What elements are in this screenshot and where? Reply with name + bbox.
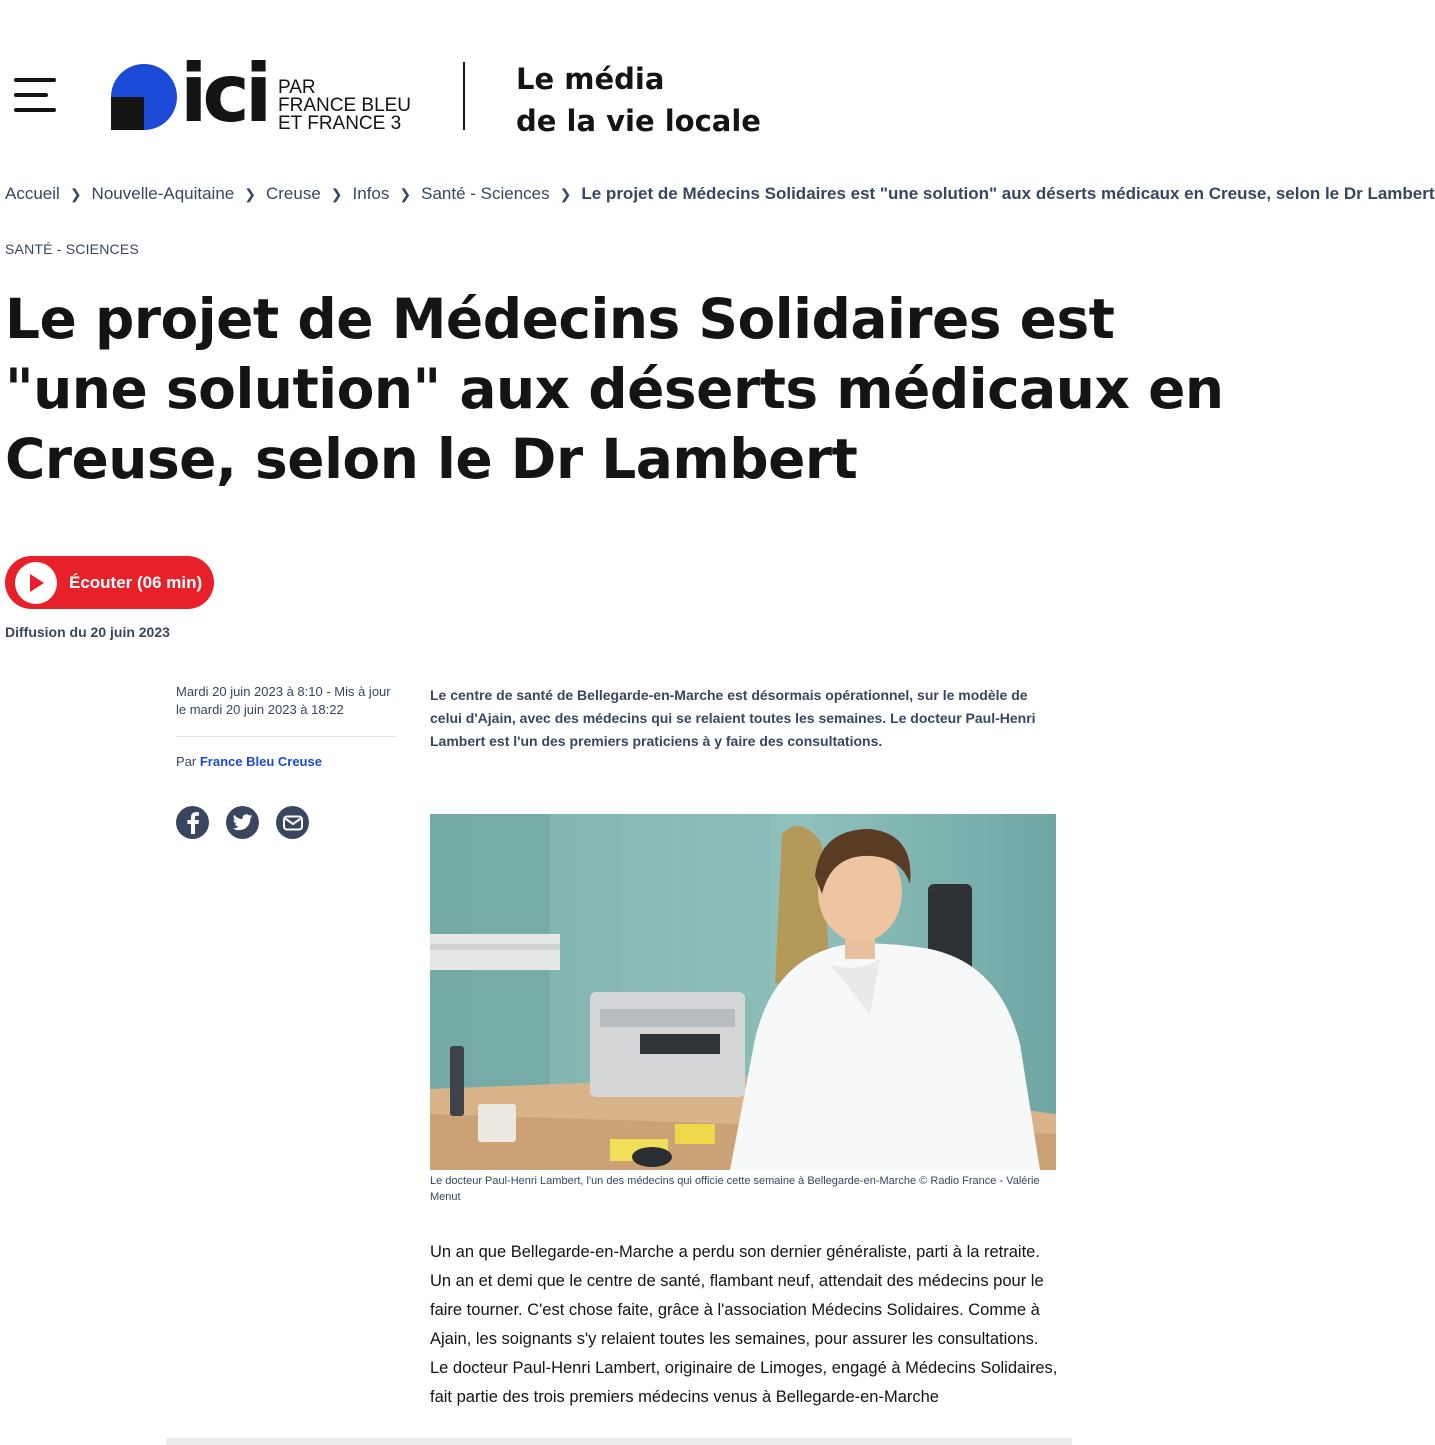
play-icon: [15, 562, 57, 604]
author-link[interactable]: France Bleu Creuse: [199, 754, 322, 769]
chevron-right-icon: ❯: [244, 185, 256, 202]
article-category[interactable]: SANTÉ - SCIENCES: [5, 241, 139, 257]
article-author: Par France Bleu Creuse: [176, 754, 322, 769]
article-photo: [430, 814, 1056, 1170]
listen-button[interactable]: [5, 556, 214, 609]
breadcrumb-item-infos[interactable]: Infos: [352, 184, 390, 203]
site-logo[interactable]: [108, 47, 418, 140]
diffusion-date: Diffusion du 20 juin 2023: [5, 624, 170, 640]
content-bottom-edge: [166, 1438, 1072, 1445]
site-tagline: Le média de la vie locale: [516, 62, 761, 138]
site-header: [0, 0, 1241, 160]
header-divider: [463, 62, 465, 130]
share-buttons: [176, 806, 309, 839]
breadcrumb-item-creuse[interactable]: Creuse: [265, 184, 321, 203]
logo-wordmark: ici: [180, 47, 268, 140]
photo-caption: Le docteur Paul-Henri Lambert, l'un des médecins qui officie cette semaine à Bellegarde-en-Marche © Radio France - Valérie Menut: [430, 1175, 1040, 1203]
chevron-right-icon: ❯: [330, 185, 343, 202]
email-icon[interactable]: [276, 806, 309, 839]
article-lead: Le centre de santé de Bellegarde-en-Marche est désormais opérationnel, sur le modèle de celui d'Ajain, avec des médecins qui se relaient toutes les semaines. Le docteur Paul-Henri Lambert est l'un des premiers praticiens à y faire des consultations.: [430, 687, 1036, 749]
article-body: Un an que Bellegarde-en-Marche a perdu son dernier généraliste, parti à la retraite. Un an et demi que le centre de santé, flambant neuf, attendait des médecins pour le faire tourner. C'est chose faite, grâce à l'association Médecins Solidaires. Comme à Ajain, les soignants s'y relaient toutes les semaines, pour assurer les consultations. Le docteur Paul-Henri Lambert, originaire de Limoges, engagé à Médecins Solidaires, fait partie des trois premiers médecins venus à Bellegarde-en-Marche: [430, 1243, 1058, 1406]
breadcrumb: [5, 183, 1435, 205]
chevron-right-icon: ❯: [559, 185, 572, 202]
chevron-right-icon: ❯: [399, 185, 412, 202]
breadcrumb-item-nouvelle-aquitaine[interactable]: Nouvelle-Aquitaine: [91, 184, 235, 203]
publication-date: Mardi 20 juin 2023 à 8:10 - Mis à jour le mardi 20 juin 2023 à 18:22: [176, 684, 391, 717]
chevron-right-icon: ❯: [69, 185, 82, 202]
article-title: Le projet de Médecins Solidaires est "une solution" aux déserts médicaux en Creuse, selon le Dr Lambert: [5, 287, 1224, 491]
twitter-icon[interactable]: [226, 806, 259, 839]
breadcrumb-item-sante-sciences[interactable]: Santé - Sciences: [421, 184, 550, 203]
facebook-icon[interactable]: [176, 806, 209, 839]
meta-divider: [176, 736, 396, 737]
listen-label: Écouter (06 min): [69, 572, 203, 592]
logo-mark-icon: [108, 62, 178, 132]
breadcrumb-item-accueil[interactable]: Accueil: [5, 184, 60, 203]
logo-subtitle: PAR FRANCE BLEU ET FRANCE 3: [278, 77, 412, 134]
breadcrumb-current: Le projet de Médecins Solidaires est "une solution" aux déserts médicaux en Creuse, selon le Dr Lambert: [581, 184, 1435, 203]
menu-icon[interactable]: [14, 78, 58, 114]
